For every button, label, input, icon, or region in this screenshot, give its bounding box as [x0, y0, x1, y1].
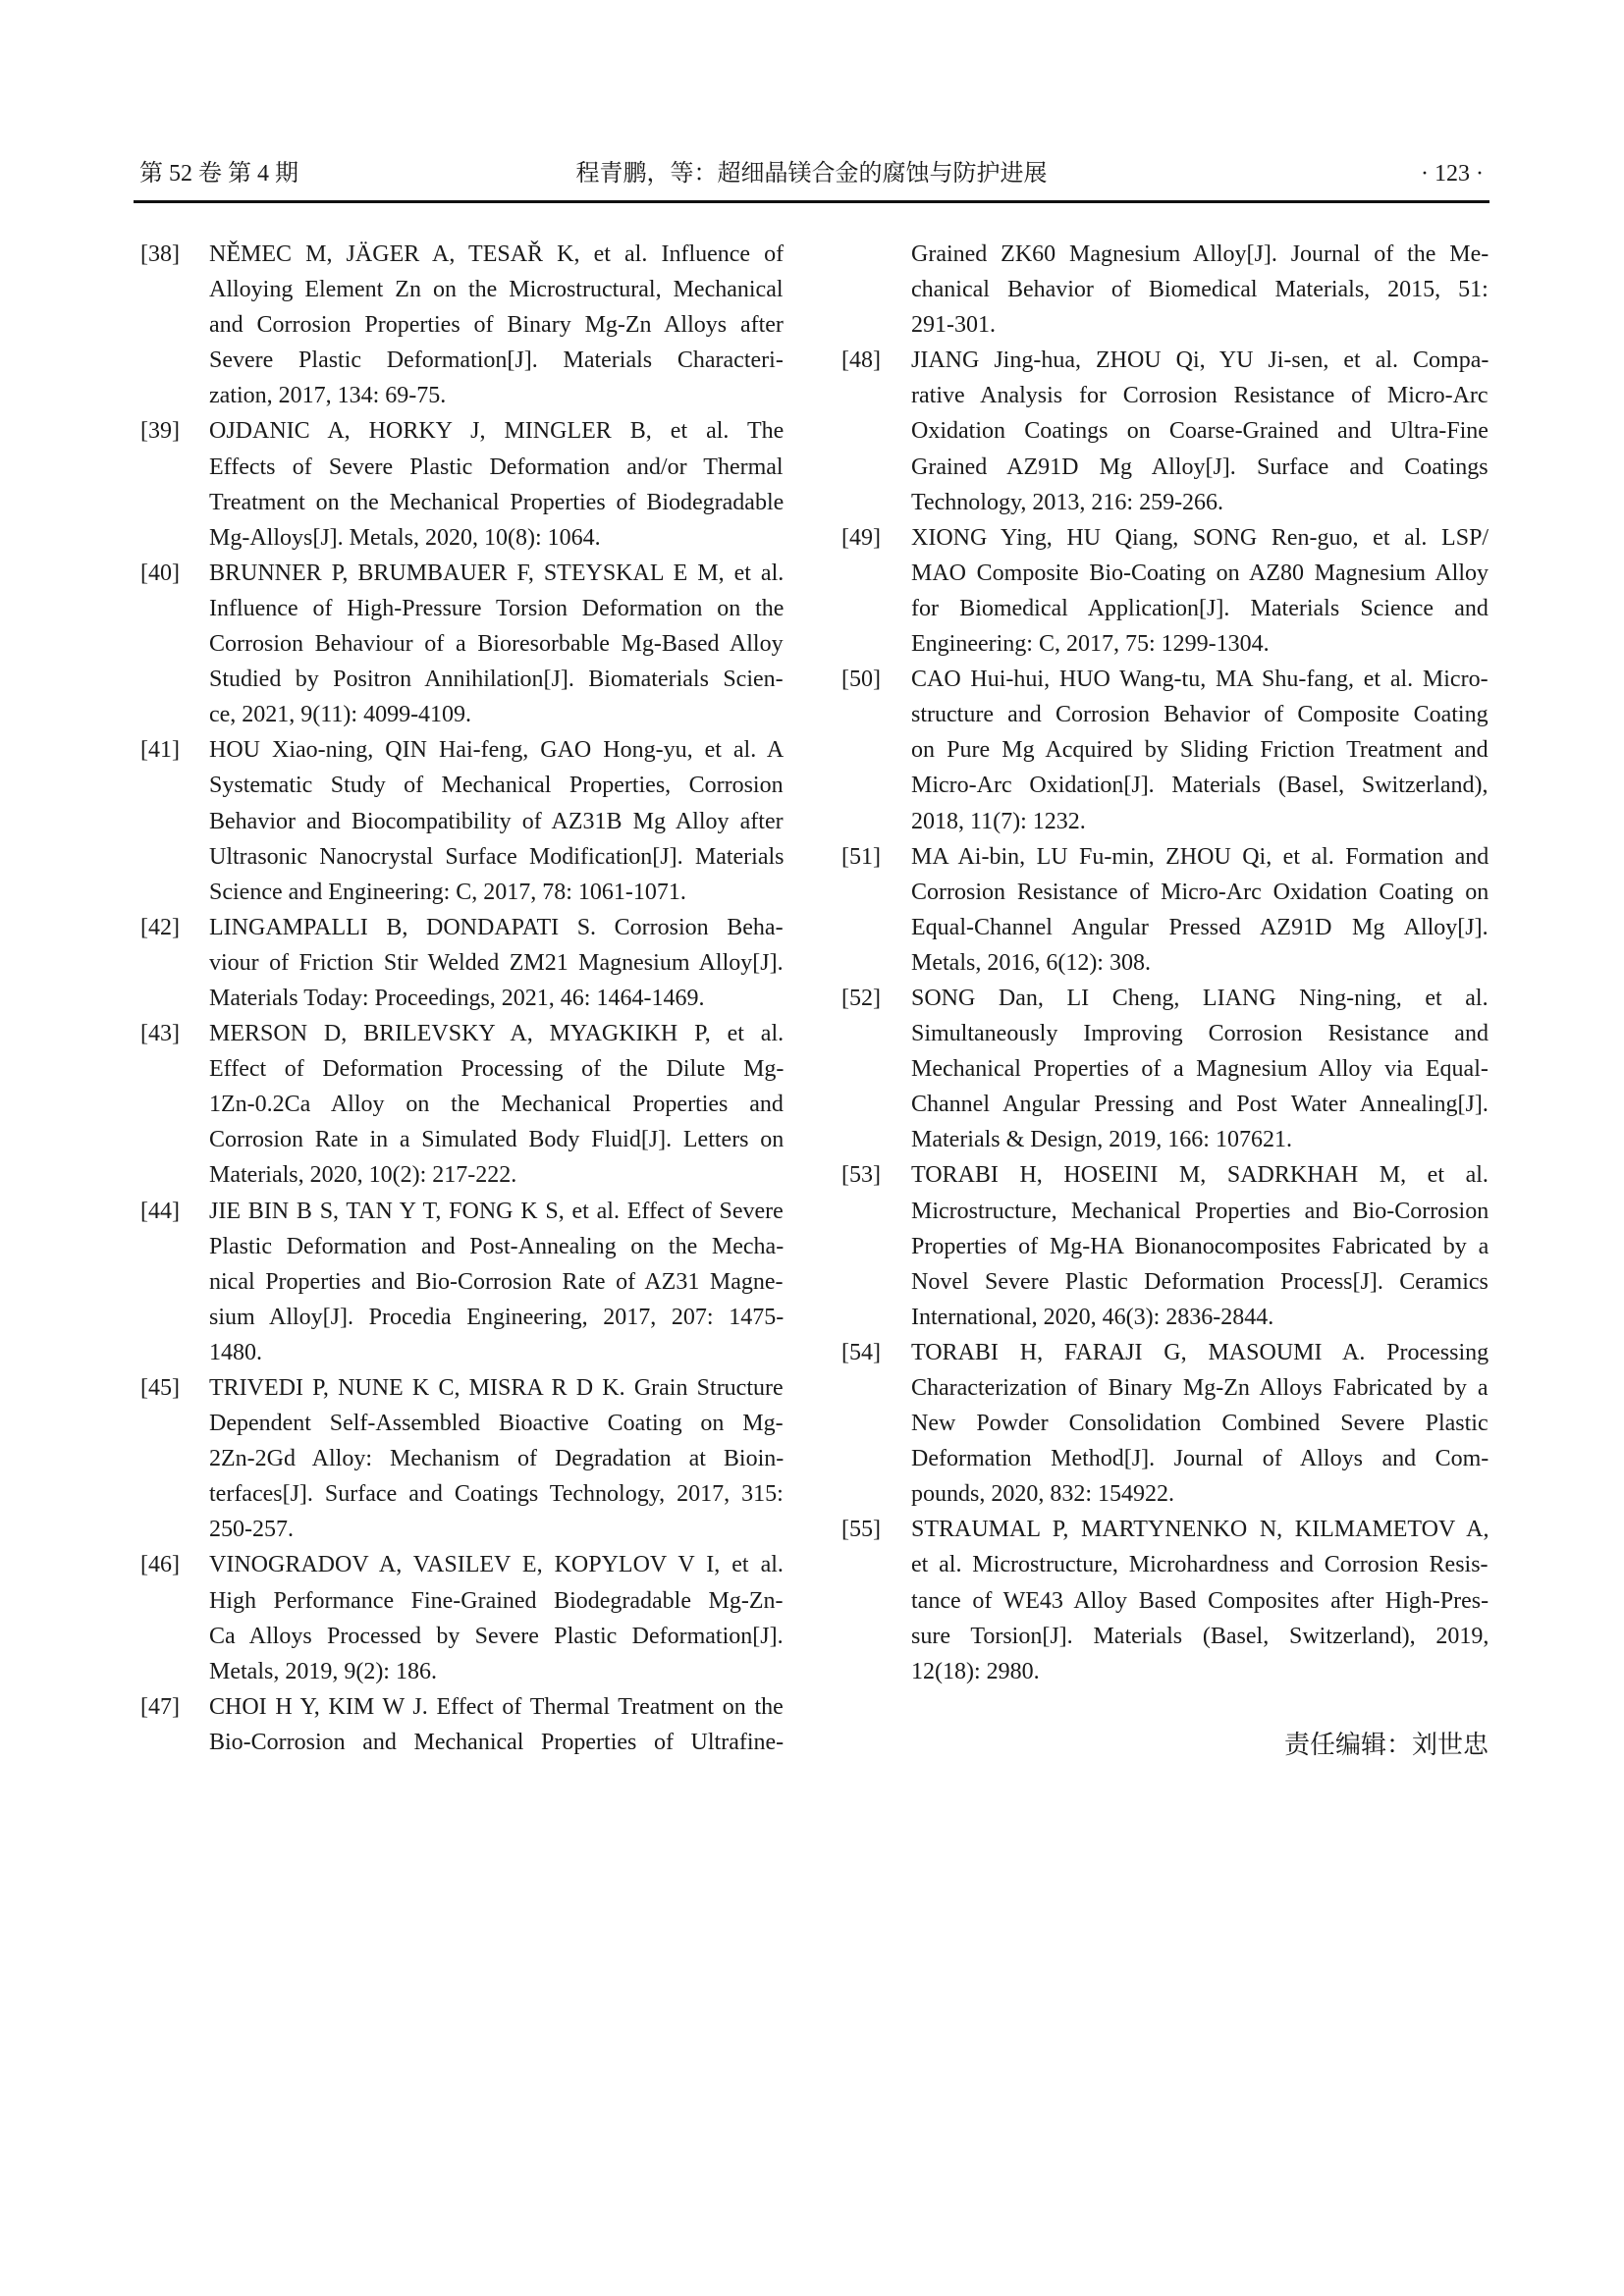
reference-line: High Performance Fine-Grained Biodegradable Mg-Zn- [209, 1587, 784, 1614]
reference-number: [47] [140, 1693, 180, 1720]
reference-text [209, 237, 784, 413]
reference-line: TORABI H, FARAJI G, MASOUMI A. Processing [911, 1339, 1489, 1365]
reference-entry [140, 1194, 784, 1370]
reference-line: 291-301. [911, 312, 996, 339]
reference-line: Materials Today: Proceedings, 2021, 46: 1464-1469. [209, 985, 705, 1011]
reference-line: Technology, 2013, 216: 259-266. [911, 489, 1224, 515]
reference-text [911, 1157, 1489, 1334]
reference-line: 2018, 11(7): 1232. [911, 808, 1086, 834]
reference-line: Severe Plastic Deformation[J]. Materials Characteri- [209, 347, 784, 374]
reference-line: 2Zn-2Gd Alloy: Mechanism of Degradation at Bioin- [209, 1446, 785, 1472]
reference-line: Deformation Method[J]. Journal of Alloys and Com- [911, 1446, 1489, 1472]
reference-number: [50] [841, 667, 881, 693]
reference-line: Ultrasonic Nanocrystal Surface Modification[J]. Materials [209, 843, 785, 870]
reference-entry [140, 413, 784, 555]
reference-line: Bio-Corrosion and Mechanical Properties of Ultrafine- [209, 1729, 785, 1755]
reference-line: Ca Alloys Processed by Severe Plastic Deformation[J]. [209, 1623, 784, 1649]
reference-line: ce, 2021, 9(11): 4099-4109. [209, 702, 472, 728]
reference-entry [841, 662, 1489, 838]
reference-line: sure Torsion[J]. Materials (Basel, Switzerland), 2019, [911, 1623, 1489, 1649]
reference-line: 1Zn-0.2Ca Alloy on the Mechanical Properties and [209, 1092, 784, 1118]
reference-text [209, 413, 784, 555]
reference-line: Effect of Deformation Processing of the Dilute Mg- [209, 1056, 785, 1083]
reference-text [209, 1016, 784, 1193]
reference-line: 250-257. [209, 1517, 294, 1543]
reference-line: Behavior and Biocompatibility of AZ31B Mg Alloy after [209, 808, 784, 834]
reference-line: JIE BIN B S, TAN Y T, FONG K S, et al. Effect of Severe [209, 1198, 784, 1224]
reference-line: VINOGRADOV A, VASILEV E, KOPYLOV V I, et al. [209, 1552, 784, 1578]
reference-line: terfaces[J]. Surface and Coatings Technology, 2017, 315: [209, 1481, 784, 1508]
reference-line: Equal-Channel Angular Pressed AZ91D Mg Alloy[J]. [911, 914, 1489, 940]
reference-line: OJDANIC A, HORKY J, MINGLER B, et al. The [209, 418, 785, 445]
reference-line: BRUNNER P, BRUMBAUER F, STEYSKAL E M, et al. [209, 560, 785, 586]
reference-line: and Corrosion Properties of Binary Mg-Zn Alloys after [209, 312, 784, 339]
reference-entry [140, 556, 784, 732]
reference-number: [46] [140, 1552, 180, 1578]
reference-line: zation, 2017, 134: 69-75. [209, 383, 447, 409]
reference-entry [841, 1512, 1489, 1688]
reference-text [911, 343, 1489, 519]
reference-number: [52] [841, 985, 881, 1011]
reference-line: viour of Friction Stir Welded ZM21 Magnesium Alloy[J]. [209, 949, 784, 976]
reference-number: [42] [140, 914, 180, 940]
header-rule-divider [134, 200, 1489, 203]
reference-line: MA Ai-bin, LU Fu-min, ZHOU Qi, et al. Formation and [911, 843, 1489, 870]
reference-line: Micro-Arc Oxidation[J]. Materials (Basel, Switzerland), [911, 773, 1489, 799]
reference-number: [40] [140, 560, 180, 586]
reference-line: structure and Corrosion Behavior of Composite Coating [911, 702, 1489, 728]
reference-line: Systematic Study of Mechanical Properties, Corrosion [209, 773, 784, 799]
reference-line: Channel Angular Pressing and Post Water Annealing[J]. [911, 1092, 1489, 1118]
reference-line: Plastic Deformation and Post-Annealing on the Mecha- [209, 1233, 785, 1259]
editor-credit: 责任编辑：刘世忠 [1283, 1731, 1489, 1760]
reference-text [911, 839, 1489, 981]
reference-line: for Biomedical Application[J]. Materials Science and [911, 595, 1489, 621]
reference-line: Alloying Element Zn on the Microstructural, Mechanical [209, 277, 784, 303]
reference-line: Corrosion Resistance of Micro-Arc Oxidation Coating on [911, 879, 1489, 905]
reference-entry [841, 1157, 1489, 1334]
reference-line: Materials & Design, 2019, 166: 107621. [911, 1127, 1292, 1153]
reference-number: [44] [140, 1198, 180, 1224]
reference-line: TORABI H, HOSEINI M, SADRKHAH M, et al. [911, 1162, 1489, 1189]
reference-line: STRAUMAL P, MARTYNENKO N, KILMAMETOV A, [911, 1517, 1489, 1543]
reference-number: [48] [841, 347, 881, 374]
reference-entry [140, 237, 784, 413]
reference-line: Effects of Severe Plastic Deformation and/or Thermal [209, 454, 784, 480]
reference-line: Microstructure, Mechanical Properties and Bio-Corrosion [911, 1198, 1489, 1224]
reference-line: Oxidation Coatings on Coarse-Grained and Ultra-Fine [911, 418, 1489, 445]
reference-text [209, 1194, 784, 1370]
reference-text [911, 1512, 1489, 1688]
reference-line: Dependent Self-Assembled Bioactive Coating on Mg- [209, 1411, 784, 1437]
reference-line: tance of WE43 Alloy Based Composites after High-Pres- [911, 1587, 1489, 1614]
reference-line: Corrosion Rate in a Simulated Body Fluid[J]. Letters on [209, 1127, 785, 1153]
reference-text [911, 520, 1489, 662]
reference-number: [43] [140, 1021, 180, 1047]
reference-line: Novel Severe Plastic Deformation Process[J]. Ceramics [911, 1268, 1489, 1295]
reference-entry [841, 1335, 1489, 1512]
reference-entry [841, 981, 1489, 1157]
reference-line: Engineering: C, 2017, 75: 1299-1304. [911, 631, 1270, 658]
reference-line: HOU Xiao-ning, QIN Hai-feng, GAO Hong-yu, et al. A [209, 737, 785, 764]
reference-number: [45] [140, 1375, 180, 1401]
reference-line: MERSON D, BRILEVSKY A, MYAGKIKH P, et al. [209, 1021, 785, 1047]
reference-line: Simultaneously Improving Corrosion Resistance and [911, 1021, 1489, 1047]
reference-line: NĚMEC M, JÄGER A, TESAŘ K, et al. Influence of [209, 241, 785, 267]
reference-line: nical Properties and Bio-Corrosion Rate of AZ31 Magne- [209, 1268, 784, 1295]
reference-entry [140, 732, 784, 909]
reference-line: Mg-Alloys[J]. Metals, 2020, 10(8): 1064. [209, 524, 601, 551]
reference-line: XIONG Ying, HU Qiang, SONG Ren-guo, et al. LSP/ [911, 524, 1489, 551]
reference-text [911, 237, 1489, 343]
reference-line: Science and Engineering: C, 2017, 78: 1061-1071. [209, 879, 686, 905]
journal-volume-issue: 第 52 卷 第 4 期 [139, 161, 298, 187]
reference-line: CAO Hui-hui, HUO Wang-tu, MA Shu-fang, et al. Micro- [911, 667, 1489, 693]
references-column-right [841, 237, 1489, 1689]
reference-text [209, 1689, 784, 1760]
reference-text [911, 662, 1489, 838]
reference-line: rative Analysis for Corrosion Resistance of Micro-Arc [911, 383, 1489, 409]
reference-text [209, 732, 784, 909]
reference-entry [841, 343, 1489, 519]
reference-line: LINGAMPALLI B, DONDAPATI S. Corrosion Beha- [209, 914, 784, 940]
reference-line: chanical Behavior of Biomedical Materials, 2015, 51: [911, 277, 1489, 303]
reference-line: Treatment on the Mechanical Properties of Biodegradable [209, 489, 785, 515]
reference-line: International, 2020, 46(3): 2836-2844. [911, 1304, 1274, 1330]
reference-line: Grained ZK60 Magnesium Alloy[J]. Journal of the Me- [911, 241, 1489, 267]
reference-text [209, 910, 784, 1016]
reference-line: on Pure Mg Acquired by Sliding Friction Treatment and [911, 737, 1489, 764]
reference-number: [55] [841, 1517, 881, 1543]
reference-line: New Powder Consolidation Combined Severe Plastic [911, 1411, 1489, 1437]
reference-line: Influence of High-Pressure Torsion Deformation on the [209, 595, 785, 621]
reference-line: 12(18): 2980. [911, 1658, 1040, 1684]
reference-line: pounds, 2020, 832: 154922. [911, 1481, 1175, 1508]
reference-line: et al. Microstructure, Microhardness and Corrosion Resis- [911, 1552, 1489, 1578]
reference-entry [140, 1370, 784, 1547]
reference-line: Materials, 2020, 10(2): 217-222. [209, 1162, 517, 1189]
reference-text [911, 1335, 1489, 1512]
reference-entry [140, 910, 784, 1016]
reference-line: Studied by Positron Annihilation[J]. Biomaterials Scien- [209, 667, 784, 693]
reference-line: Characterization of Binary Mg-Zn Alloys Fabricated by a [911, 1375, 1489, 1401]
reference-entry [841, 839, 1489, 981]
reference-number: [53] [841, 1162, 881, 1189]
article-running-title: 程青鹏，等：超细晶镁合金的腐蚀与防护进展 [575, 161, 1048, 187]
reference-text [911, 981, 1489, 1157]
reference-line: MAO Composite Bio-Coating on AZ80 Magnesium Alloy [911, 560, 1489, 586]
reference-line: SONG Dan, LI Cheng, LIANG Ning-ning, et al. [911, 985, 1489, 1011]
reference-text [209, 1370, 784, 1547]
reference-line: JIANG Jing-hua, ZHOU Qi, YU Ji-sen, et al. Compa- [911, 347, 1489, 374]
reference-line: Metals, 2016, 6(12): 308. [911, 949, 1151, 976]
reference-text [209, 1547, 784, 1688]
running-header [134, 157, 1489, 190]
page-number: · 123 · [1421, 161, 1484, 187]
reference-line: 1480. [209, 1339, 262, 1365]
reference-line: Properties of Mg-HA Bionanocomposites Fabricated by a [911, 1233, 1489, 1259]
reference-line: Mechanical Properties of a Magnesium Alloy via Equal- [911, 1056, 1489, 1083]
reference-text [209, 556, 784, 732]
reference-number: [54] [841, 1339, 881, 1365]
reference-number: [49] [841, 524, 881, 551]
reference-entry [140, 1547, 784, 1688]
reference-entry [140, 1016, 784, 1193]
references-column-left [140, 237, 784, 1760]
reference-line: Metals, 2019, 9(2): 186. [209, 1658, 437, 1684]
reference-line: TRIVEDI P, NUNE K C, MISRA R D K. Grain Structure [209, 1375, 784, 1401]
reference-number: [41] [140, 737, 180, 764]
reference-line: Corrosion Behaviour of a Bioresorbable Mg-Based Alloy [209, 631, 784, 658]
reference-number: [39] [140, 418, 180, 445]
reference-entry [140, 1689, 784, 1760]
reference-number: [38] [140, 241, 180, 267]
reference-entry [841, 520, 1489, 662]
reference-number: [51] [841, 843, 881, 870]
reference-line: sium Alloy[J]. Procedia Engineering, 2017, 207: 1475- [209, 1304, 785, 1330]
reference-entry [841, 237, 1489, 343]
reference-line: CHOI H Y, KIM W J. Effect of Thermal Treatment on the [209, 1693, 784, 1720]
reference-line: Grained AZ91D Mg Alloy[J]. Surface and Coatings [911, 454, 1489, 480]
